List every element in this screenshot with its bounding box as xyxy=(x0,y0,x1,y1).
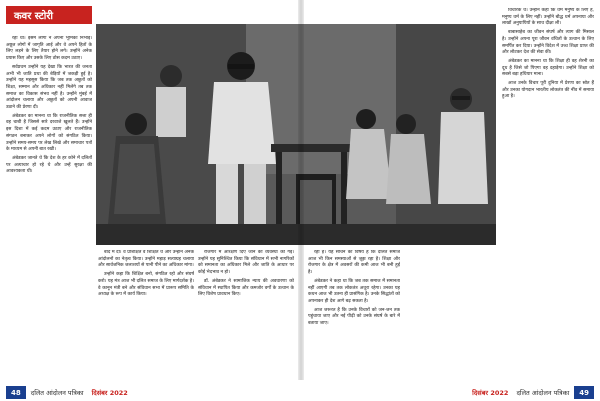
paragraph: अंबेडकर जानते थे कि देश के हर कोने में दलितों पर अत्याचार हो रहे थे और उन्हें सुरक्षा की आवश्यकता थी। xyxy=(6,155,92,175)
text-column-4 xyxy=(308,250,400,378)
paragraph: बाबासाहेब का जीवन संघर्ष और त्याग की मिसाल है। उन्होंने अपना पूरा जीवन वंचितों के उत्थान के लिए समर्पित कर दिया। उन्होंने विदेश में उच्च शिक्षा प्राप्त की और लौटकर देश की सेवा की। xyxy=(502,30,594,56)
issue-date-left: दिसंबर 2022 xyxy=(91,389,128,397)
section-title: कवर स्टोरी xyxy=(14,11,54,22)
paragraph: आज जरूरत है कि उनके विचारों को जन-जन तक पहुंचाया जाए और नई पीढ़ी को उनके संघर्ष के बारे में बताया जाए। xyxy=(308,307,400,327)
page-gutter xyxy=(298,0,304,380)
paragraph: रोजगार में आरक्षण दिए जाने की व्यवस्था की गई। उन्होंने यह सुनिश्चित किया कि संविधान में सभी नागरिकों को समानता का अधिकार मिले और जाति के आधार पर कोई भेदभाव न हो। xyxy=(198,250,294,276)
footer-left xyxy=(6,386,131,399)
paragraph: सर्वप्रथम उन्होंने यह देखा कि भारत की जनता अभी भी जाति प्रथा की बेड़ियों में जकड़ी हुई है। उन्होंने यह महसूस किया कि जब तक अछूतों को शिक्षा, सम्मान और अधिकार नहीं मिलेंगे तब तक समाज का विकास संभव नहीं है। उन्होंने मुंबई में आंदोलन चलाया और अछूतों को अपनी आवाज उठाने की प्रेरणा दी। xyxy=(6,64,92,111)
paragraph: अंबेडकर का मानना था कि शिक्षा ही वह शेरनी का दूध है जिसे जो पिएगा वह दहाड़ेगा। उन्होंने शिक्षा को सबसे बड़ा हथियार माना। xyxy=(502,58,594,78)
magazine-name-left: दलित आंदोलन पत्रिका xyxy=(30,389,84,397)
paragraph: अंबेडकर का मानना था कि राजनीतिक सत्ता ही वह चाबी है जिससे सारे दरवाजे खुलते हैं। उन्होंने इस दिशा में कई कदम उठाए और राजनीतिक संगठन बनाकर अपने लोगों को संगठित किया। उन्होंने समय-समय पर लेख लिखे और समाचार पत्रों के माध्यम से अपनी बात रखी। xyxy=(6,113,92,153)
page-number-right: 49 xyxy=(574,386,594,399)
magazine-name-right: दलित आंदोलन पत्रिका xyxy=(516,389,570,397)
text-column-5 xyxy=(502,8,594,378)
text-column-1 xyxy=(6,36,92,378)
paragraph: अंबेडकर ने कहा था कि जब तक समाज में समानता नहीं आएगी तब तक लोकतंत्र अधूरा रहेगा। उनका यह कथन आज भी उतना ही प्रासंगिक है। उनके सिद्धांतों को अपनाकर ही देश आगे बढ़ सकता है। xyxy=(308,278,400,304)
text-column-2 xyxy=(98,250,194,378)
photo-illustration xyxy=(96,24,496,245)
text-column-3 xyxy=(198,250,294,378)
paragraph: डॉ. अंबेडकर ने सामाजिक न्याय की अवधारणा को संविधान में स्थापित किया और कमजोर वर्गों के उत्थान के लिए विशेष प्रावधान किए। xyxy=(198,278,294,298)
paragraph: विचारक थे। उन्होंने कहा कि धर्म मनुष्य के लिए है, मनुष्य धर्म के लिए नहीं। उन्होंने बौद्ध धर्म अपनाया और लाखों अनुयायियों के साथ दीक्षा ली। xyxy=(502,8,594,27)
paragraph: आज उनके विचार पूरी दुनिया में प्रेरणा का स्रोत हैं और उनका योगदान भारतीय लोकतंत्र की नींव में समाया हुआ है। xyxy=(502,81,594,100)
paragraph: रहा था। इसमें लोगों ने अपनी भूमिका निभाई। अछूत लोगों में जागृति आई और वे अपने हितों के लिए लड़ने के लिए तैयार होने लगे। उन्होंने अनेक प्रयास किए और उसके लिए ठोस कदम उठाए। xyxy=(6,36,92,62)
paragraph: उन्होंने कहा कि शिक्षित बनो, संगठित रहो और संघर्ष करो। यह मंत्र आज भी दलित समाज के लिए मार्गदर्शक है। वे कानून मंत्री बने और संविधान सभा में प्रारूप समिति के अध्यक्ष के रूप में कार्य किया। xyxy=(98,272,194,298)
section-header xyxy=(6,6,92,24)
historical-photo xyxy=(96,24,496,245)
footer-right xyxy=(469,386,594,399)
page-number-left: 48 xyxy=(6,386,26,399)
paragraph: रही है। यह सोचने का विषय है कि दलित समाज आज भी किन समस्याओं से जूझ रहा है। शिक्षा और रोजगार के क्षेत्र में अवसरों की कमी आज भी बनी हुई है। xyxy=(308,250,400,276)
paragraph: बाद में दी। वे प्रशिक्षित व शिक्षित थे और उन्होंने अनेक आंदोलनों का नेतृत्व किया। उन्होंने महाड़ सत्याग्रह चलाया और सार्वजनिक जलाशयों से पानी पीने का अधिकार मांगा। xyxy=(98,250,194,269)
issue-date-right: दिसंबर 2022 xyxy=(472,389,509,397)
